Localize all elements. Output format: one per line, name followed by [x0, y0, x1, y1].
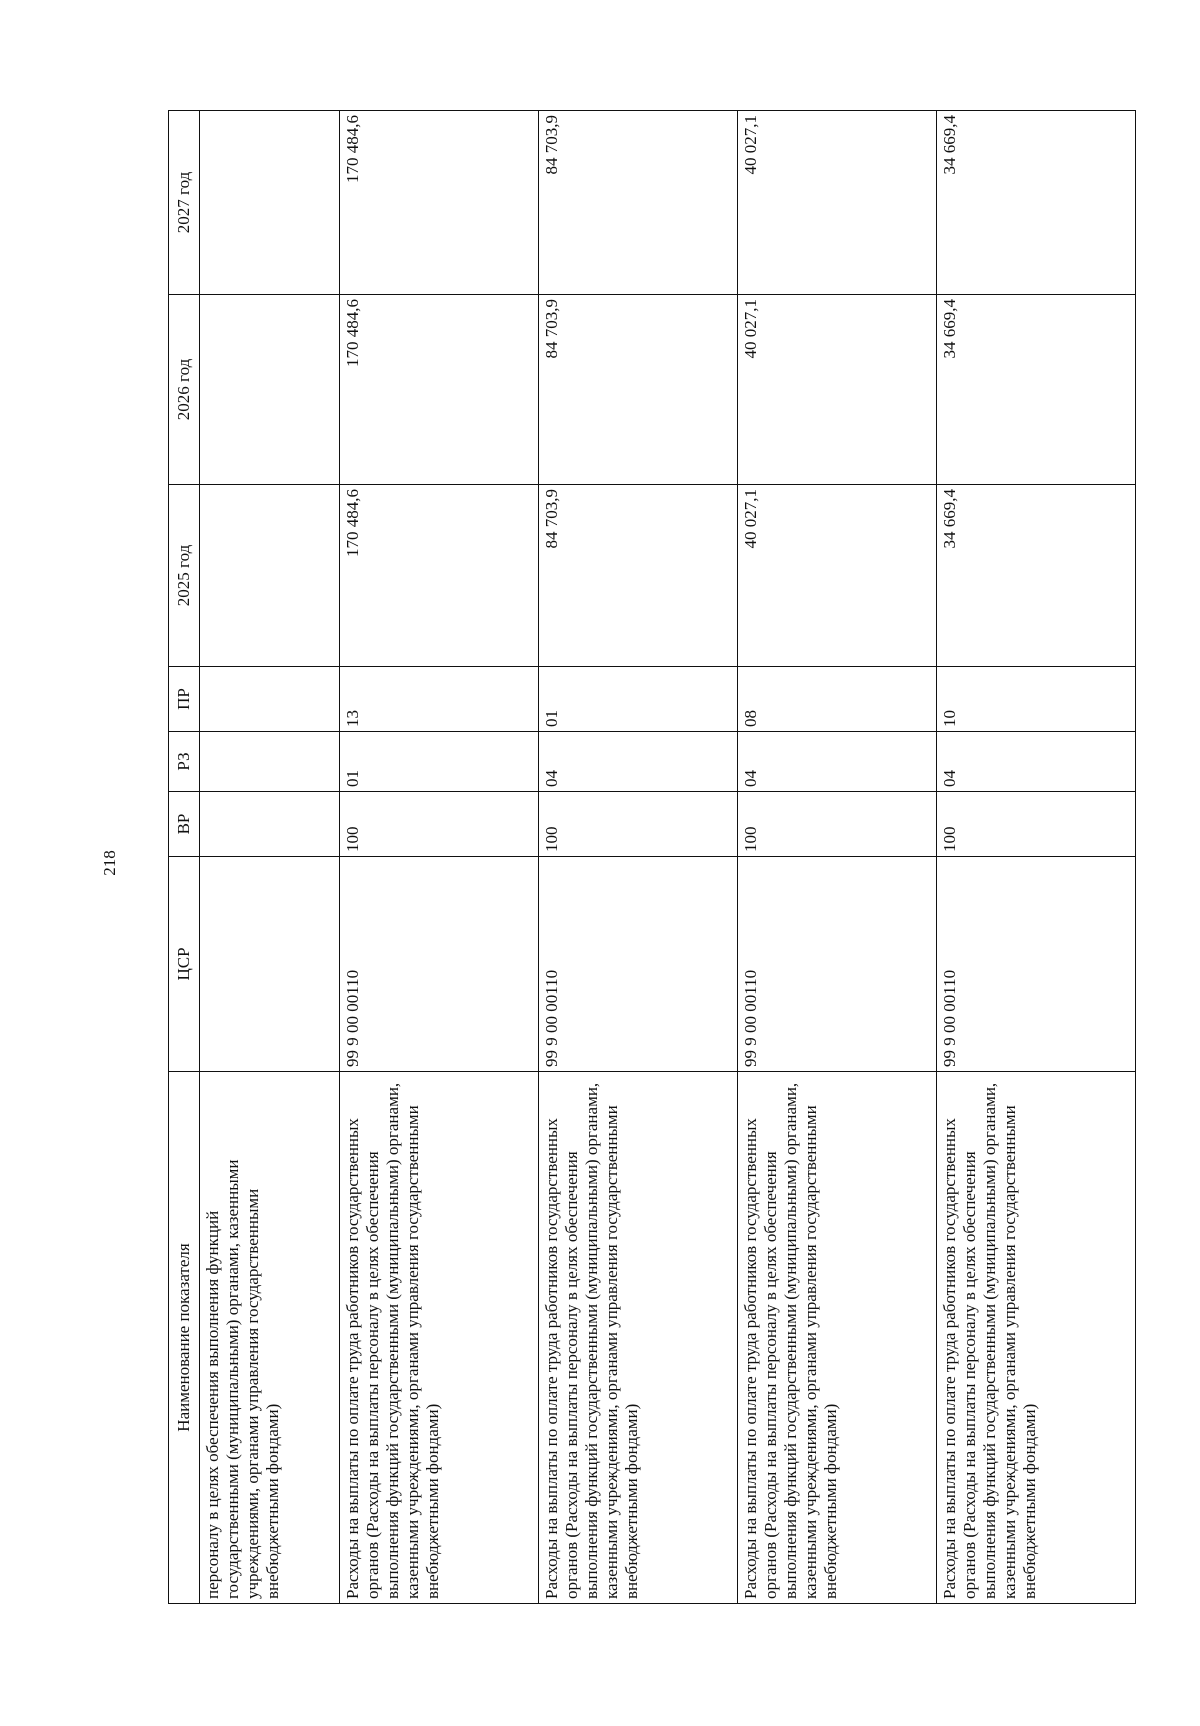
- cell-csr: 99 9 00 00110: [340, 857, 539, 1072]
- cell-vr: 100: [539, 792, 738, 857]
- cell-rz: 04: [539, 732, 738, 792]
- table-row: [340, 111, 539, 1604]
- header-vr: ВР: [169, 792, 200, 857]
- cell-2027: 40 027,1: [738, 111, 937, 295]
- cell-vr: 100: [738, 792, 937, 857]
- cell-csr: 99 9 00 00110: [539, 857, 738, 1072]
- cell-pr: [200, 667, 340, 732]
- cell-vr: 100: [937, 792, 1136, 857]
- cell-2026: 34 669,4: [937, 295, 1136, 485]
- cell-2026: 170 484,6: [340, 295, 539, 485]
- header-name: Наименование показателя: [169, 1072, 200, 1604]
- budget-table: [168, 110, 1136, 1604]
- cell-csr: 99 9 00 00110: [937, 857, 1136, 1072]
- table-row: [937, 111, 1136, 1604]
- cell-2027: 34 669,4: [937, 111, 1136, 295]
- table-row: [738, 111, 937, 1604]
- cell-pr: 01: [539, 667, 738, 732]
- cell-2026: [200, 295, 340, 485]
- cell-2027: 170 484,6: [340, 111, 539, 295]
- rotated-page: [168, 111, 1135, 1604]
- cell-2027: 84 703,9: [539, 111, 738, 295]
- cell-name: персоналу в целях обеспечения выполнения функций государственными (муниципальными) органами, казенными учреждениями, органами управления государственными внебюджетными фондами): [200, 1072, 340, 1604]
- cell-name: Расходы на выплаты по оплате труда работников государственных органов (Расходы на выплаты персоналу в целях обеспечения выполнения функций государственными (муниципальными) органами, казенными учреждениями, органами управления государственными внебюджетными фондами): [340, 1072, 539, 1604]
- cell-vr: 100: [340, 792, 539, 857]
- cell-pr: 08: [738, 667, 937, 732]
- cell-2027: [200, 111, 340, 295]
- cell-csr: [200, 857, 340, 1072]
- cell-rz: [200, 732, 340, 792]
- cell-name: Расходы на выплаты по оплате труда работников государственных органов (Расходы на выплаты персоналу в целях обеспечения выполнения функций государственными (муниципальными) органами, казенными учреждениями, органами управления государственными внебюджетными фондами): [539, 1072, 738, 1604]
- cell-pr: 10: [937, 667, 1136, 732]
- header-csr: ЦСР: [169, 857, 200, 1072]
- cell-2025: 40 027,1: [738, 485, 937, 667]
- table-row: [200, 111, 340, 1604]
- cell-2025: [200, 485, 340, 667]
- table-header-row: [169, 111, 200, 1604]
- cell-2025: 34 669,4: [937, 485, 1136, 667]
- cell-name: Расходы на выплаты по оплате труда работников государственных органов (Расходы на выплаты персоналу в целях обеспечения выполнения функций государственными (муниципальными) органами, казенными учреждениями, органами управления государственными внебюджетными фондами): [937, 1072, 1136, 1604]
- header-pr: ПР: [169, 667, 200, 732]
- cell-rz: 04: [937, 732, 1136, 792]
- header-2027: 2027 год: [169, 111, 200, 295]
- table-row: [539, 111, 738, 1604]
- cell-2026: 40 027,1: [738, 295, 937, 485]
- cell-2025: 170 484,6: [340, 485, 539, 667]
- cell-pr: 13: [340, 667, 539, 732]
- cell-rz: 04: [738, 732, 937, 792]
- cell-rz: 01: [340, 732, 539, 792]
- cell-csr: 99 9 00 00110: [738, 857, 937, 1072]
- cell-2026: 84 703,9: [539, 295, 738, 485]
- cell-2025: 84 703,9: [539, 485, 738, 667]
- cell-vr: [200, 792, 340, 857]
- header-rz: РЗ: [169, 732, 200, 792]
- page-number: 218: [100, 850, 119, 876]
- header-2025: 2025 год: [169, 485, 200, 667]
- cell-name: Расходы на выплаты по оплате труда работников государственных органов (Расходы на выплаты персоналу в целях обеспечения выполнения функций государственными (муниципальными) органами, казенными учреждениями, органами управления государственными внебюджетными фондами): [738, 1072, 937, 1604]
- header-2026: 2026 год: [169, 295, 200, 485]
